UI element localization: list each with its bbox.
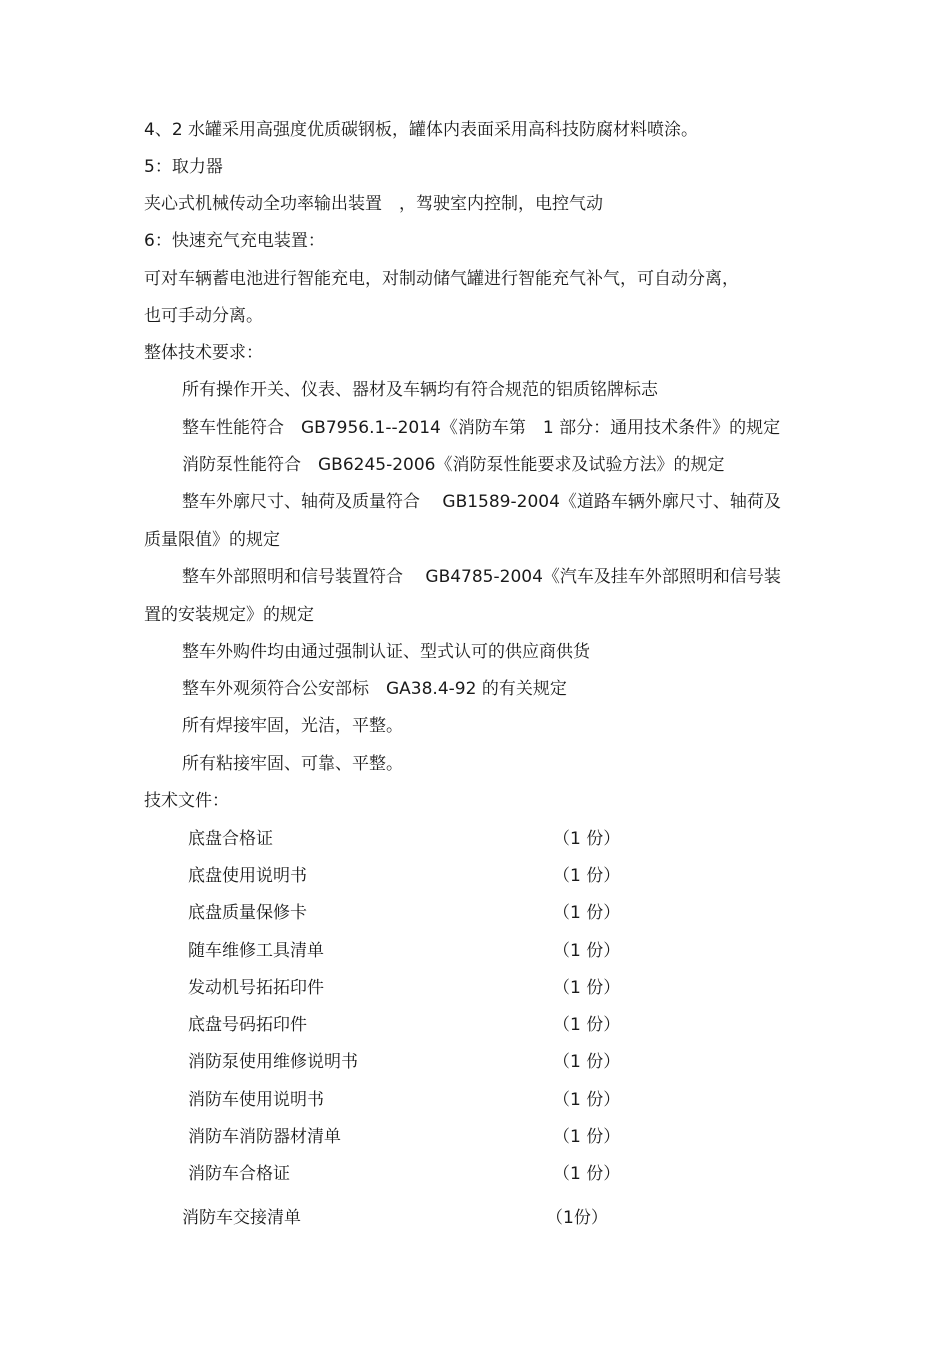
requirement-item: 整车外观须符合公安部标 GA38.4-92 的有关规定: [182, 679, 567, 699]
requirement-item: 整车外部照明和信号装置符合 GB4785-2004《汽车及挂车外部照明和信号装: [182, 567, 781, 587]
document-quantity: （1 份）: [553, 1052, 621, 1072]
document-quantity: （1 份）: [553, 941, 621, 961]
document-name: 底盘合格证: [188, 829, 273, 849]
requirement-item: 整车外廓尺寸、轴荷及质量符合 GB1589-2004《道路车辆外廓尺寸、轴荷及: [182, 492, 781, 512]
requirement-item: 所有操作开关、仪表、器材及车辆均有符合规范的铝质铭牌标志: [182, 380, 658, 400]
requirement-item-continued: 置的安装规定》的规定: [144, 605, 314, 625]
document-name: 底盘质量保修卡: [188, 903, 307, 923]
document-name: 消防车消防器材清单: [188, 1127, 341, 1147]
requirements-heading: 整体技术要求：: [144, 343, 263, 363]
item-6-text-line-1: 可对车辆蓄电池进行智能充电，对制动储气罐进行智能充气补气，可自动分离，: [144, 269, 739, 289]
requirement-item: 所有粘接牢固、可靠、平整。: [182, 754, 403, 774]
document-quantity: （1 份）: [553, 866, 621, 886]
requirement-item: 消防泵性能符合 GB6245-2006《消防泵性能要求及试验方法》的规定: [182, 455, 725, 475]
requirement-item: 整车外购件均由通过强制认证、型式认可的供应商供货: [182, 642, 590, 662]
document-name: 消防车使用说明书: [188, 1090, 324, 1110]
document-quantity: （1 份）: [553, 1127, 621, 1147]
requirement-item: 整车性能符合 GB7956.1--2014《消防车第 1 部分：通用技术条件》的规定: [182, 418, 781, 438]
document-quantity: （1 份）: [553, 978, 621, 998]
document-name: 底盘号码拓印件: [188, 1015, 307, 1035]
document-quantity: （1 份）: [553, 1015, 621, 1035]
requirement-item-continued: 质量限值》的规定: [144, 530, 280, 550]
document-quantity: （1 份）: [553, 1090, 621, 1110]
item-5-text: 夹心式机械传动全功率输出装置 ，驾驶室内控制，电控气动: [144, 194, 603, 214]
requirement-item: 所有焊接牢固，光洁，平整。: [182, 716, 403, 736]
document-name: 消防车交接清单: [182, 1208, 301, 1228]
item-5-heading: 5：取力器: [144, 157, 223, 177]
document-name: 底盘使用说明书: [188, 866, 307, 886]
item-6-text-line-2: 也可手动分离。: [144, 306, 263, 326]
document-name: 消防车合格证: [188, 1164, 290, 1184]
item-4-water-tank: 4、2 水罐采用高强度优质碳钢板，罐体内表面采用高科技防腐材料喷涂。: [144, 120, 699, 140]
document-quantity: （1份）: [546, 1208, 608, 1228]
document-quantity: （1 份）: [553, 1164, 621, 1184]
item-6-heading: 6：快速充气充电装置：: [144, 231, 325, 251]
document-quantity: （1 份）: [553, 829, 621, 849]
document-name: 随车维修工具清单: [188, 941, 324, 961]
documents-heading: 技术文件：: [144, 791, 229, 811]
document-name: 消防泵使用维修说明书: [188, 1052, 358, 1072]
document-quantity: （1 份）: [553, 903, 621, 923]
document-name: 发动机号拓拓印件: [188, 978, 324, 998]
